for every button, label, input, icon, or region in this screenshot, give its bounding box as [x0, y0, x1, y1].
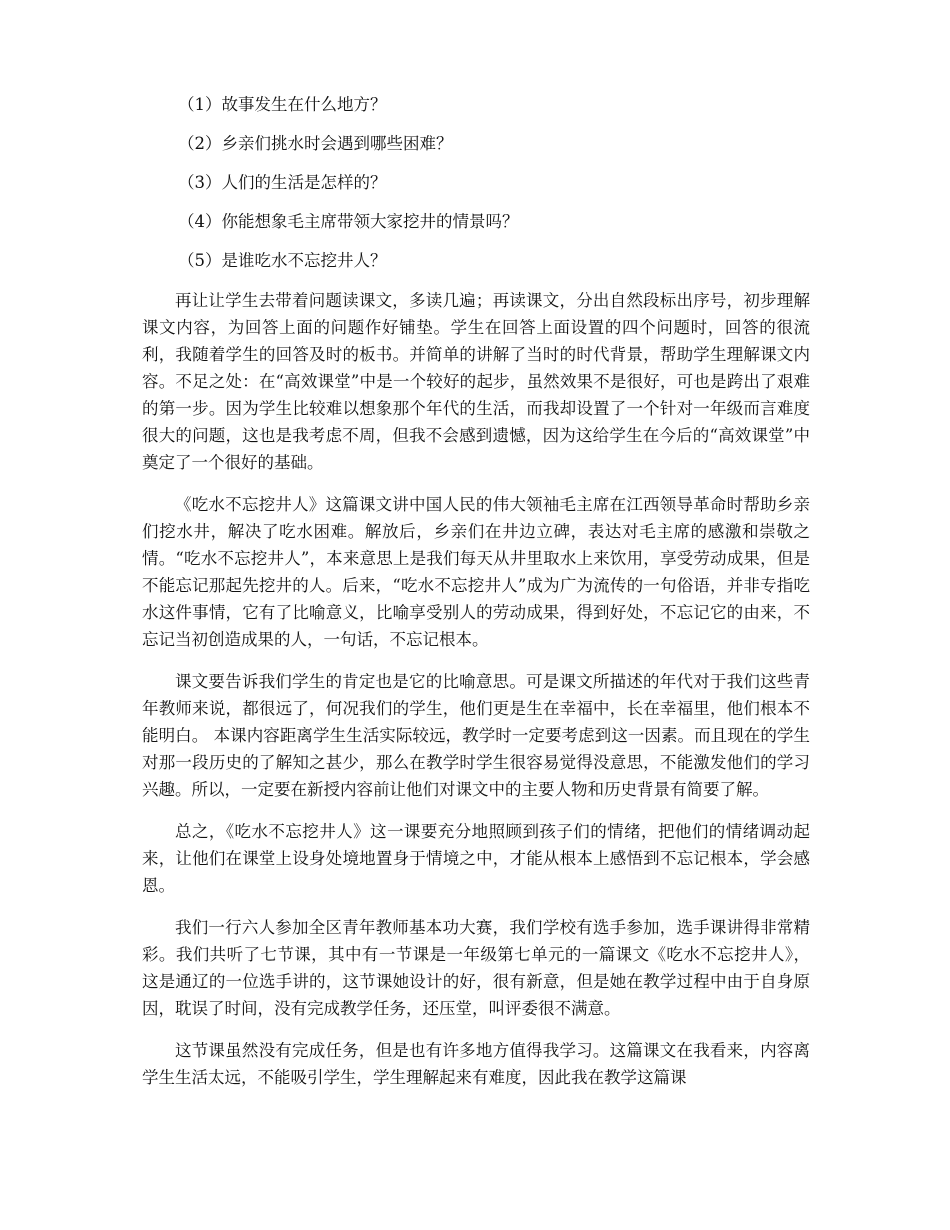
paragraph: 《吃水不忘挖井人》这篇课文讲中国人民的伟大领袖毛主席在江西领导革命时帮助乡亲们挖水井，解决了吃水困难。解放后，乡亲们在井边立碑，表达对毛主席的感激和崇敬之情。“吃水不忘挖井人”，本来意思上是我们每天从井里取水上来饮用，享受劳动成果，但是不能忘记那起先挖井的人。后来，“吃水不忘挖井人”成为广为流传的一句俗语，并非专指吃水这件事情，它有了比喻意义，比喻享受别人的劳动成果，得到好处，不忘记它的由来，不忘记当初创造成果的人，一句话，不忘记根本。	[142, 495, 810, 649]
question-item: （2）乡亲们挑水时会遇到哪些困难？	[178, 134, 453, 153]
question-list	[178, 94, 818, 289]
question-item: （1）故事发生在什么地方？	[178, 95, 387, 114]
paragraph: 总之，《吃水不忘挖井人》这一课要充分地照顾到孩子们的情绪，把他们的情绪调动起来，让他们在课堂上设身处境地置身于情境之中，才能从根本上感悟到不忘记根本，学会感恩。	[142, 822, 810, 895]
paragraph: 再让让学生去带着问题读课文，多读几遍；再读课文，分出自然段标出序号，初步理解课文内容，为回答上面的问题作好铺垫。学生在回答上面设置的四个问题时，回答的很流利，我随着学生的回答及时的板书。并简单的讲解了当时的时代背景，帮助学生理解课文内容。不足之处：在“高效课堂”中是一个较好的起步，虽然效果不是很好，可也是跨出了艰难的第一步。因为学生比较难以想象那个年代的生活，而我却设置了一个针对一年级而言难度很大的问题，这也是我考虑不周，但我不会感到遗憾，因为这给学生在今后的“高效课堂”中奠定了一个很好的基础。	[142, 291, 810, 472]
question-item: （5）是谁吃水不忘挖井人？	[178, 251, 387, 270]
question-item: （3）人们的生活是怎样的？	[178, 173, 387, 192]
paragraph: 我们一行六人参加全区青年教师基本功大赛，我们学校有选手参加，选手课讲得非常精彩。我们共听了七节课，其中有一节课是一年级第七单元的一篇课文《吃水不忘挖井人》，这是通辽的一位选手讲的，这节课她设计的好，很有新意，但是她在教学过程中由于自身原因，耽误了时间，没有完成教学任务，还压堂，叫评委很不满意。	[142, 918, 810, 1018]
question-item: （4）你能想象毛主席带领大家挖井的情景吗？	[178, 212, 519, 231]
paragraph: 课文要告诉我们学生的肯定也是它的比喻意思。可是课文所描述的年代对于我们这些青年教师来说，都很远了，何况我们的学生，他们更是生在幸福中，长在幸福里，他们根本不能明白。 本课内容距离学生生活实际较远，教学时一定要考虑到这一因素。而且现在的学生对那一段历史的了解知之甚少，那么在教学时学生很容易觉得没意思，不能激发他们的学习兴趣。所以，一定要在新授内容前让他们对课文中的主要人物和历史背景有简要了解。	[142, 672, 810, 799]
paragraph: 这节课虽然没有完成任务，但是也有许多地方值得我学习。这篇课文在我看来，内容离学生生活太远，不能吸引学生，学生理解起来有难度，因此我在教学这篇课	[142, 1041, 810, 1087]
body-text	[142, 287, 810, 1106]
